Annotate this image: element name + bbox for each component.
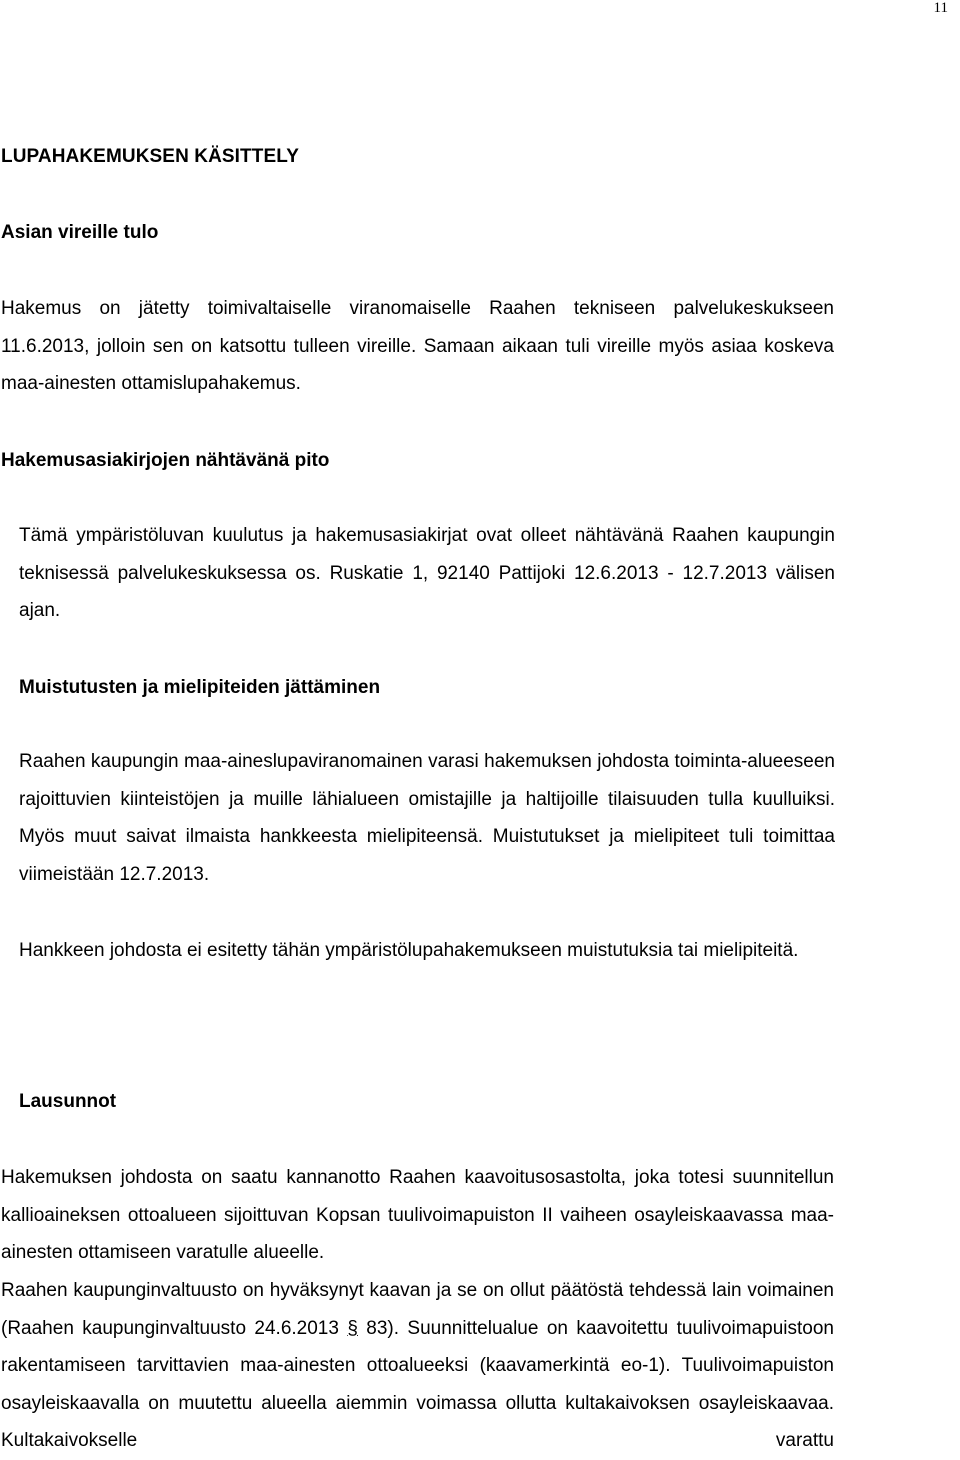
document-title: LUPAHAKEMUKSEN KÄSITTELY bbox=[1, 146, 299, 167]
section-heading-nahtavana-pito: Hakemusasiakirjojen nähtävänä pito bbox=[1, 450, 330, 471]
paragraph-muistutukset-1: Raahen kaupungin maa-aineslupaviranomainen varasi hakemuksen johdosta toiminta-alueeseen rajoittuvien kiinteistöjen ja muille lähialueen omistajille ja haltijoille tilaisuuden tulla kuulluiksi. Myös muut saivat ilmaista hankkeesta mielipiteensä. Muistutukset ja mielipiteet tuli toimittaa viimeistään 12.7.2013. bbox=[19, 751, 835, 885]
paragraph-lausunnot-2 bbox=[1, 1272, 834, 1460]
paragraph-lausunnot-1: Hakemuksen johdosta on saatu kannanotto Raahen kaavoitusosastolta, joka totesi suunnitellun kallioaineksen ottoalueen sijoittuvan Kopsan tuulivoimapuiston II vaiheen osayleiskaavassa maa-ainesten ottamiseen varatulle alueelle. bbox=[1, 1167, 834, 1264]
section-heading-vireille-tulo: Asian vireille tulo bbox=[1, 222, 159, 243]
paragraph-vireille-tulo: Hakemus on jätetty toimivaltaiselle viranomaiselle Raahen tekniseen palvelukeskukseen 11.6.2013, jolloin sen on katsottu tulleen vireille. Samaan aikaan tuli vireille myös asiaa koskeva maa-ainesten ottamislupahakemus. bbox=[1, 298, 834, 395]
paragraph-nahtavana-pito: Tämä ympäristöluvan kuulutus ja hakemusasiakirjat ovat olleet nähtävänä Raahen kaupungin teknisessä palvelukeskuksessa os. Ruskatie 1, 92140 Pattijoki 12.6.2013 - 12.7.2013 välisen ajan. bbox=[19, 525, 835, 622]
page-number: 11 bbox=[933, 0, 948, 16]
section-heading-lausunnot: Lausunnot bbox=[19, 1091, 117, 1112]
paragraph-lausunnot-2-rest: 83). Suunnittelualue on kaavoitettu tuulivoimapuistoon rakentamiseen tarvittavien maa-ainesten ottoalueeksi (kaavamerkintä eo-1). Tuulivoimapuiston osayleiskaavalla on muutettu alueella aiemmin voimassa ollutta kultakaivoksen osayleiskaavaa. Kultakaivokselle varattu bbox=[1, 1317, 834, 1452]
paragraph-muistutukset-2: Hankkeen johdosta ei esitetty tähän ympäristölupahakemukseen muistutuksia tai mielipiteitä. bbox=[19, 940, 799, 961]
section-heading-muistutukset: Muistutusten ja mielipiteiden jättäminen bbox=[19, 677, 381, 698]
paragraph-lausunnot-2-lead: Raahen kaupunginvaltuusto on hyväksynyt kaavan ja se on ollut päätöstä tehdessä lain voimainen (Raahen kaupunginvaltuusto 24.6.2013 bbox=[1, 1280, 834, 1339]
section-sign: § bbox=[347, 1317, 358, 1339]
